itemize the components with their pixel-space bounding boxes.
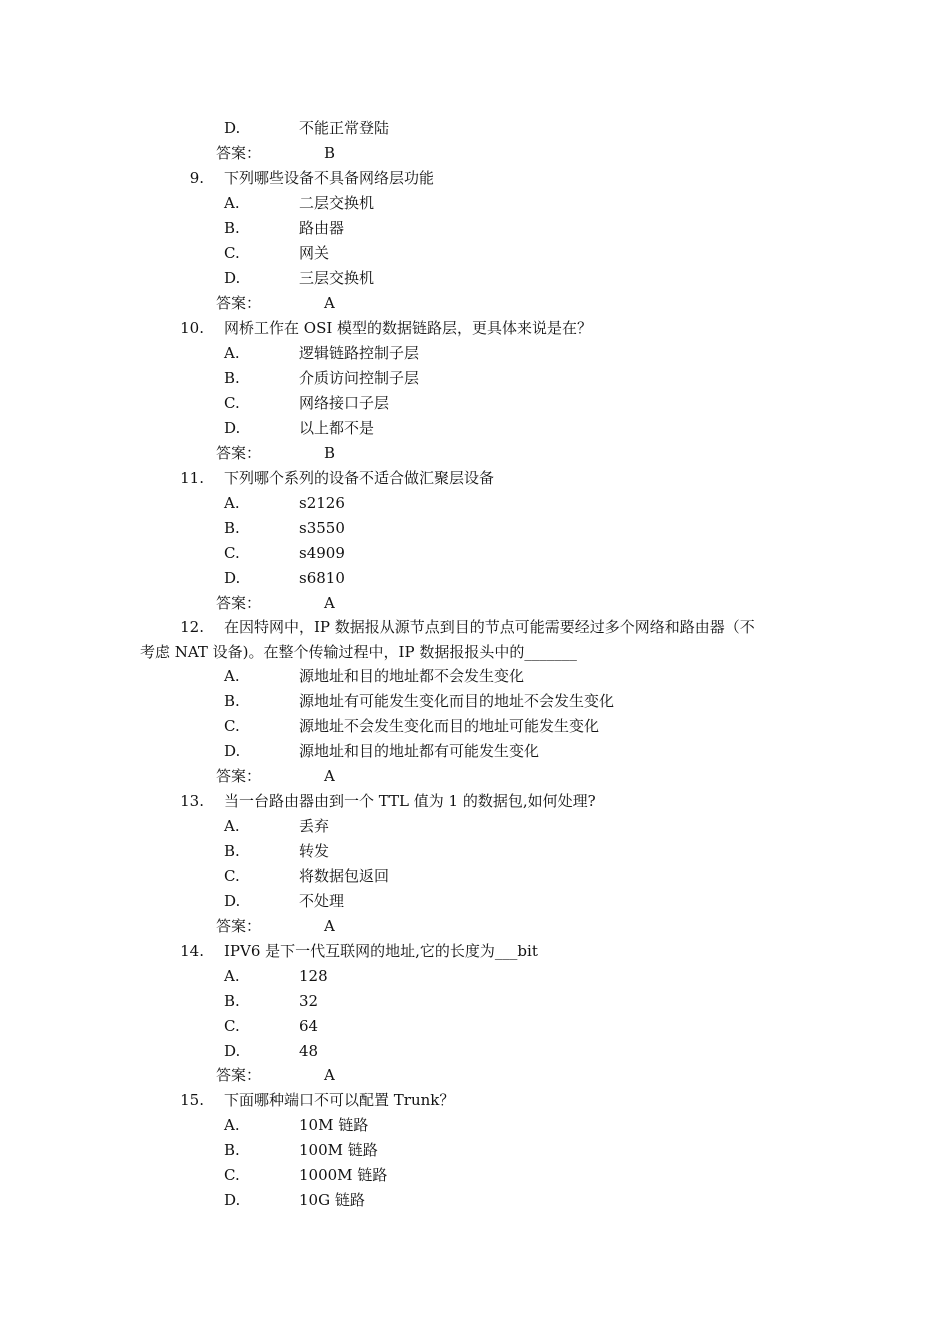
option-row <box>0 566 950 591</box>
option-text: 路由器 <box>299 219 345 237</box>
option-text: 三层交换机 <box>299 269 375 287</box>
answer-value: A <box>324 767 335 785</box>
answer-label: 答案： <box>216 444 262 462</box>
option-text: 网关 <box>299 244 330 262</box>
question-text: IPV6 是下一代互联网的地址,它的长度为___bit <box>224 942 538 960</box>
option-text: s2126 <box>299 494 345 512</box>
question-text: 当一台路由器由到一个 TTL 值为 1 的数据包,如何处理? <box>224 792 596 810</box>
option-row <box>0 1039 950 1064</box>
option-text: 32 <box>299 992 319 1010</box>
option-letter: A. <box>224 494 240 512</box>
option-letter: D. <box>224 892 241 910</box>
answer-label: 答案： <box>216 144 262 162</box>
question-text: 下面哪种端口不可以配置 Trunk？ <box>224 1091 455 1109</box>
option-letter: D. <box>224 269 241 287</box>
option-letter: B. <box>224 519 240 537</box>
question-text: 下列哪个系列的设备不适合做汇聚层设备 <box>224 469 495 487</box>
option-text: 二层交换机 <box>299 194 375 212</box>
question-number: 9. <box>189 169 204 187</box>
option-row <box>0 989 950 1014</box>
option-row <box>0 366 950 391</box>
option-text: s6810 <box>299 569 345 587</box>
answer-value: A <box>324 917 335 935</box>
option-row <box>0 689 950 714</box>
option-row <box>0 664 950 689</box>
option-letter: B. <box>224 1141 240 1159</box>
option-row <box>0 541 950 566</box>
option-text: 48 <box>299 1042 319 1060</box>
answer-row <box>0 441 950 466</box>
option-row <box>0 391 950 416</box>
answer-label: 答案： <box>216 767 262 785</box>
option-text: 10M 链路 <box>299 1116 369 1134</box>
question-row <box>0 316 950 341</box>
option-row <box>0 839 950 864</box>
question-row <box>0 1088 950 1113</box>
answer-value: A <box>324 294 335 312</box>
option-letter: B. <box>224 992 240 1010</box>
option-row <box>0 714 950 739</box>
option-letter: C. <box>224 394 240 412</box>
answer-row <box>0 591 950 616</box>
option-text: 64 <box>299 1017 319 1035</box>
answer-label: 答案： <box>216 917 262 935</box>
option-text: 网络接口子层 <box>299 394 390 412</box>
option-text: 不能正常登陆 <box>299 119 390 137</box>
option-row <box>0 739 950 764</box>
option-row <box>0 491 950 516</box>
option-text: 源地址不会发生变化而目的地址可能发生变化 <box>299 717 600 735</box>
option-letter: B. <box>224 692 240 710</box>
option-text: 源地址和目的地址都不会发生变化 <box>299 667 525 685</box>
question-continuation-row <box>0 640 950 665</box>
option-row <box>0 191 950 216</box>
option-letter: A. <box>224 967 240 985</box>
option-text: 介质访问控制子层 <box>299 369 420 387</box>
option-text: 逻辑链路控制子层 <box>299 344 420 362</box>
option-text: 将数据包返回 <box>299 867 390 885</box>
option-letter: D. <box>224 1042 241 1060</box>
answer-label: 答案： <box>216 1066 262 1084</box>
answer-row <box>0 764 950 789</box>
option-text: 1000M 链路 <box>299 1166 388 1184</box>
question-number: 10. <box>180 319 204 337</box>
option-row <box>0 416 950 441</box>
option-letter: C. <box>224 1017 240 1035</box>
option-letter: C. <box>224 717 240 735</box>
question-row <box>0 166 950 191</box>
option-row <box>0 1188 950 1213</box>
option-text: 以上都不是 <box>299 419 375 437</box>
option-row <box>0 1138 950 1163</box>
option-row <box>0 216 950 241</box>
option-letter: D. <box>224 742 241 760</box>
option-letter: B. <box>224 219 240 237</box>
option-row <box>0 814 950 839</box>
option-row <box>0 241 950 266</box>
answer-label: 答案： <box>216 294 262 312</box>
option-text: 10G 链路 <box>299 1191 365 1209</box>
answer-label: 答案： <box>216 594 262 612</box>
option-letter: A. <box>224 194 240 212</box>
answer-value: A <box>324 594 335 612</box>
option-text: 100M 链路 <box>299 1141 378 1159</box>
question-text: 网桥工作在 OSI 模型的数据链路层，更具体来说是在？ <box>224 319 593 337</box>
question-row <box>0 466 950 491</box>
option-letter: A. <box>224 1116 240 1134</box>
option-text: 源地址和目的地址都有可能发生变化 <box>299 742 540 760</box>
option-text: 转发 <box>299 842 330 860</box>
option-text: 不处理 <box>299 892 345 910</box>
option-row <box>0 1014 950 1039</box>
option-letter: B. <box>224 369 240 387</box>
question-number: 11. <box>180 469 204 487</box>
option-text: 源地址有可能发生变化而目的地址不会发生变化 <box>299 692 615 710</box>
option-row <box>0 516 950 541</box>
option-letter: B. <box>224 842 240 860</box>
option-letter: A. <box>224 817 240 835</box>
option-row <box>0 341 950 366</box>
question-number: 14. <box>180 942 204 960</box>
question-text-continuation: 考虑 NAT 设备)。在整个传输过程中，IP 数据报报头中的_______ <box>140 643 577 661</box>
question-row <box>0 789 950 814</box>
answer-row <box>0 141 950 166</box>
option-row <box>0 266 950 291</box>
option-letter: C. <box>224 544 240 562</box>
question-row <box>0 615 950 640</box>
option-text: 128 <box>299 967 328 985</box>
option-letter: C. <box>224 244 240 262</box>
answer-value: B <box>324 144 336 162</box>
question-text: 在因特网中，IP 数据报从源节点到目的节点可能需要经过多个网络和路由器（不 <box>224 618 755 636</box>
option-text: s3550 <box>299 519 345 537</box>
option-text: s4909 <box>299 544 345 562</box>
option-letter: D. <box>224 1191 241 1209</box>
option-row <box>0 1113 950 1138</box>
question-number: 15. <box>180 1091 204 1109</box>
question-text: 下列哪些设备不具备网络层功能 <box>224 169 435 187</box>
option-row <box>0 889 950 914</box>
answer-row <box>0 291 950 316</box>
question-number: 12. <box>180 618 204 636</box>
option-letter: C. <box>224 867 240 885</box>
option-letter: C. <box>224 1166 240 1184</box>
option-letter: D. <box>224 419 241 437</box>
answer-row <box>0 914 950 939</box>
option-row <box>0 864 950 889</box>
option-row <box>0 1163 950 1188</box>
question-row <box>0 939 950 964</box>
question-number: 13. <box>180 792 204 810</box>
option-letter: D. <box>224 119 241 137</box>
answer-value: A <box>324 1066 335 1084</box>
answer-row <box>0 1063 950 1088</box>
option-text: 丢弃 <box>299 817 330 835</box>
option-letter: A. <box>224 667 240 685</box>
option-letter: D. <box>224 569 241 587</box>
option-row <box>0 116 950 141</box>
option-letter: A. <box>224 344 240 362</box>
answer-value: B <box>324 444 336 462</box>
option-row <box>0 964 950 989</box>
